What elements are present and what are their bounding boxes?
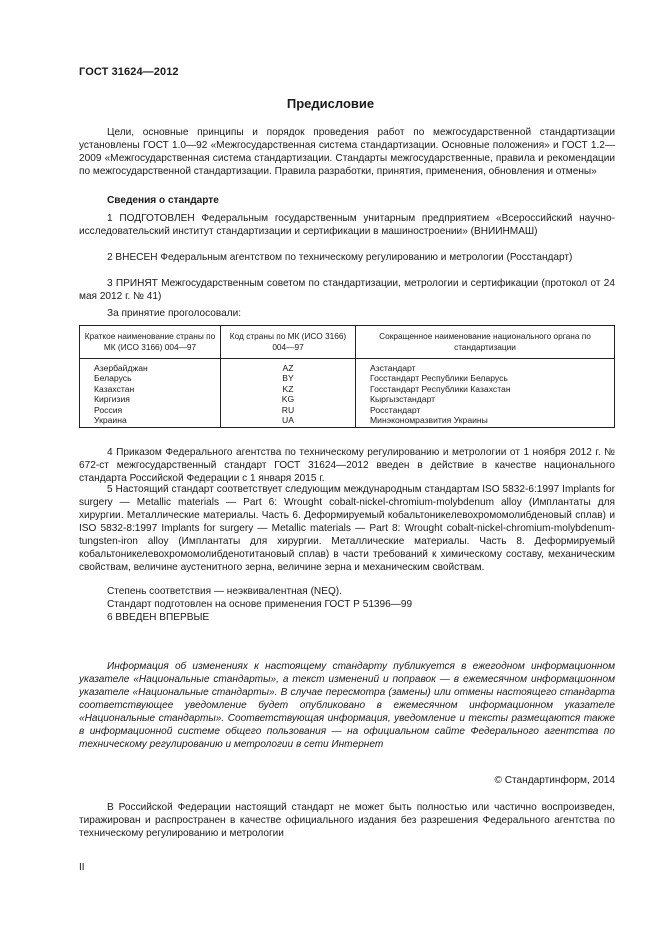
country-cell: Киргизия (80, 394, 221, 404)
item-2-submitted: 2 ВНЕСЕН Федеральным агентством по техническому регулированию и метрологии (Росстандарт) (107, 252, 573, 263)
table-row (80, 415, 615, 428)
code-cell: UA (221, 415, 356, 428)
basis-standard: Стандарт подготовлен на основе применения ГОСТ Р 51396—99 (107, 599, 413, 610)
body-cell: Минэкономразвития Украины (356, 415, 615, 428)
about-standard-heading: Сведения о стандарте (107, 195, 219, 206)
table-row (80, 394, 615, 404)
column-header-body: Сокращенное наименование национального органа по стандартизации (356, 326, 615, 359)
code-cell: BY (221, 373, 356, 383)
table-row (80, 384, 615, 394)
page-title: Предисловие (286, 96, 375, 111)
country-cell: Азербайджан (80, 359, 221, 374)
table-row (80, 359, 615, 374)
table-row (80, 405, 615, 415)
country-cell: Россия (80, 405, 221, 415)
item-6-introduced: 6 ВВЕДЕН ВПЕРВЫЕ (107, 612, 210, 623)
code-cell: RU (221, 405, 356, 415)
standard-id-header: ГОСТ 31624—2012 (79, 66, 179, 78)
table-header-row (80, 326, 615, 359)
reproduction-rights-notice: В Российской Федерации настоящий стандарт не может быть полностью или частично воспроизведен, тиражирован и распространен в качестве официального издания без разрешения Федерального агентства по техническому регулированию и метрологии (79, 802, 615, 839)
country-cell: Казахстан (80, 384, 221, 394)
country-cell: Украина (80, 415, 221, 428)
item-5-correspondence: 5 Настоящий стандарт соответствует следующим международным стандартам ISO 5832-6:1997 Implants for surgery — Metallic materials — Part 6: Wrought cobalt-nickel-chromium-molybdenum alloy (Имплантаты для хирургии. Металлические материалы. Часть 6. Деформируемый кобальтоникелевохромомолибденовый сплав) и ISO 5832-8:1997 Implants for surgery — Metallic materials — Part 8: Wrought cobalt-nickel-chromium-molybdenum-tungsten-iron alloy (Имплантаты для хирургии. Металлические материалы. Часть 8. Деформируемый кобальтоникелевохромомолибденотитановый сплав) в части требований к химическому составу, механическим свойствам, величине аустенитного зерна, величине зерна и механическим свойствам. (79, 484, 615, 573)
code-cell: KG (221, 394, 356, 404)
table-row (80, 373, 615, 383)
body-cell: Госстандарт Республики Казахстан (356, 384, 615, 394)
page-number: II (79, 862, 85, 873)
item-3-adopted: 3 ПРИНЯТ Межгосударственным советом по стандартизации, метрологии и сертификации (протокол от 24 мая 2012 г. № 41) (79, 278, 615, 302)
voted-label: За принятие проголосовали: (107, 308, 242, 319)
intro-paragraph: Цели, основные принципы и порядок проведения работ по межгосударственной стандартизации установлены ГОСТ 1.0—92 «Межгосударственная система стандартизации. Основные положения» и ГОСТ 1.2—2009 «Межгосударственная система стандартизации. Стандарты межгосударственные, правила и рекомендации по межгосударственной стандартизации. Правила разработки, принятия, применения, обновления и отмены» (79, 127, 615, 177)
degree-of-correspondence: Степень соответствия — неэквивалентная (NEQ). (107, 586, 342, 597)
body-cell: Азстандарт (356, 359, 615, 374)
column-header-code: Код страны по МК (ИСО 3166) 004—97 (221, 326, 356, 359)
country-cell: Беларусь (80, 373, 221, 383)
item-1-prepared: 1 ПОДГОТОВЛЕН Федеральным государственным унитарным предприятием «Всероссийский научно-исследовательский институт стандартизации и сертификации в машиностроении» (ВНИИНМАШ) (79, 213, 615, 237)
column-header-country: Краткое наименование страны по МК (ИСО 3166) 004—97 (80, 326, 221, 359)
code-cell: KZ (221, 384, 356, 394)
copyright-notice: © Стандартинформ, 2014 (494, 775, 615, 786)
body-cell: Госстандарт Республики Беларусь (356, 373, 615, 383)
body-cell: Росстандарт (356, 405, 615, 415)
changes-info-notice: Информация об изменениях к настоящему стандарту публикуется в ежегодном информационном указателе «Национальные стандарты», а текст изменений и поправок — в ежемесячном информационном указателе «Национальные стандарты». В случае пересмотра (замены) или отмены настоящего стандарта соответствующее уведомление будет опубликовано в ежемесячном информационном указателе «Национальные стандарты». Соответствующая информация, уведомление и тексты размещаются также в информационной системе общего пользования — на официальном сайте Федерального агентства по техническому регулированию и метрологии в сети Интернет (79, 661, 615, 750)
body-cell: Кыргызстандарт (356, 394, 615, 404)
code-cell: AZ (221, 359, 356, 374)
item-4-enacted: 4 Приказом Федерального агентства по техническому регулированию и метрологии от 1 ноября 2012 г. № 672-ст межгосударственный стандарт ГОСТ 31624—2012 введен в действие в качестве национального стандарта Российской Федерации с 1 января 2015 г. (79, 447, 615, 484)
voting-countries-table (79, 325, 615, 428)
